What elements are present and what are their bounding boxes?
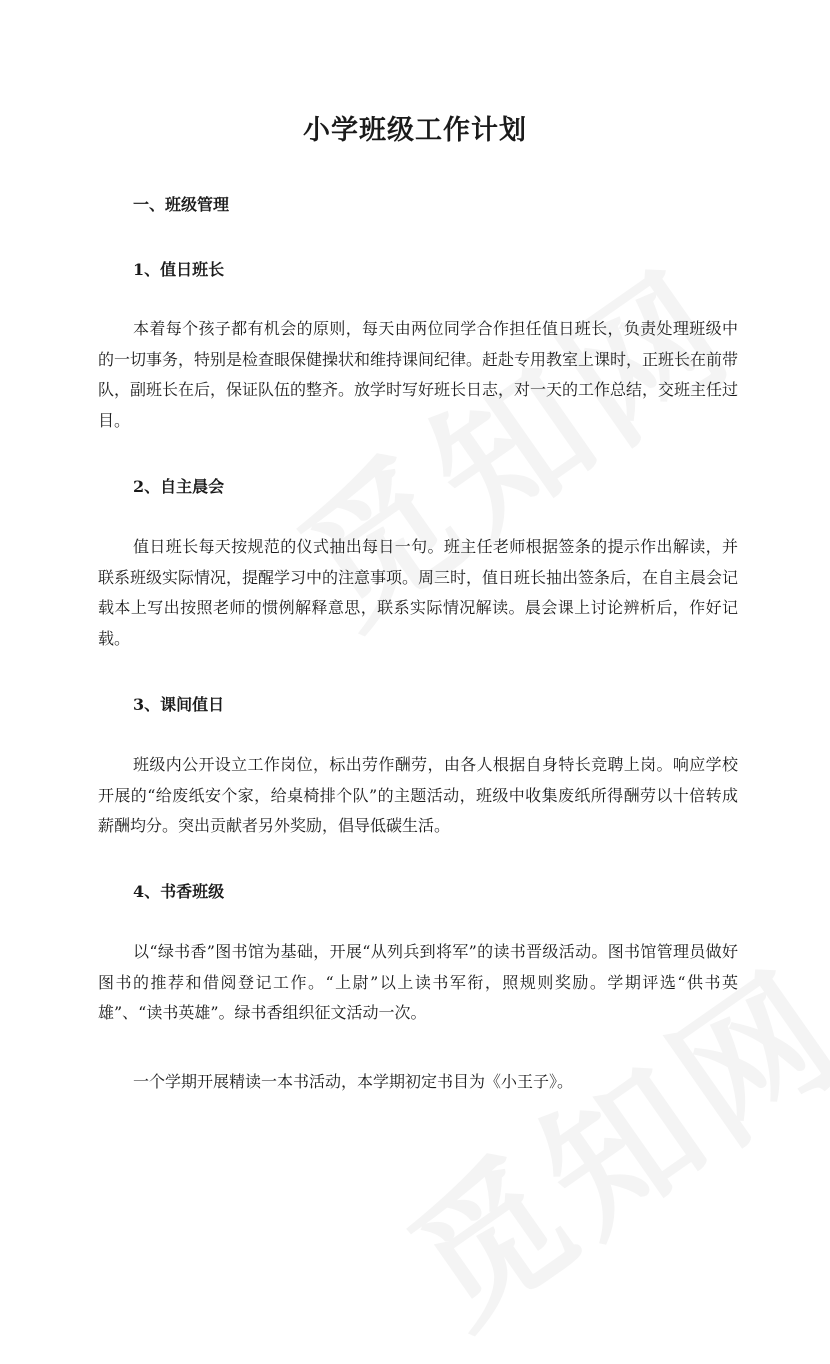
paragraph-break-duty: 班级内公开设立工作岗位，标出劳作酬劳，由各人根据自身特长竞聘上岗。响应学校开展的“给废纸安个家，给桌椅排个队”的主题活动，班级中收集废纸所得酬劳以十倍转成薪酬均分。突出贡献者另外奖励，倡导低碳生活。 xyxy=(98,755,738,835)
paragraph-reading-book: 一个学期开展精读一本书活动，本学期初定书目为《小王子》。 xyxy=(133,1072,574,1091)
subsection-heading-morning-meeting: 2、自主晨会 xyxy=(133,477,225,496)
subsection-heading-break-duty: 3、课间值日 xyxy=(133,695,225,714)
section-heading-class-management: 一、班级管理 xyxy=(133,195,230,214)
document-title: 小学班级工作计划 xyxy=(303,115,527,146)
subsection-heading-duty-monitor: 1、值日班长 xyxy=(133,260,225,279)
paragraph-reading-class: 以“绿书香”图书馆为基础，开展“从列兵到将军”的读书晋级活动。图书馆管理员做好图书的推荐和借阅登记工作。“上尉”以上读书军衔，照规则奖励。学期评选“供书英雄”、“读书英雄”。绿书香组织征文活动一次。 xyxy=(98,942,738,1022)
subsection-heading-reading-class: 4、书香班级 xyxy=(133,882,225,901)
paragraph-morning-meeting: 值日班长每天按规范的仪式抽出每日一句。班主任老师根据签条的提示作出解读，并联系班级实际情况，提醒学习中的注意事项。周三时，值日班长抽出签条后，在自主晨会记载本上写出按照老师的惯例解释意思，联系实际情况解读。晨会课上讨论辨析后，作好记载。 xyxy=(98,537,739,648)
paragraph-duty-monitor: 本着每个孩子都有机会的原则，每天由两位同学合作担任值日班长，负责处理班级中的一切事务，特别是检查眼保健操状和维持课间纪律。赶赴专用教室上课时，正班长在前带队，副班长在后，保证队伍的整齐。放学时写好班长日志，对一天的工作总结，交班主任过目。 xyxy=(98,319,739,430)
